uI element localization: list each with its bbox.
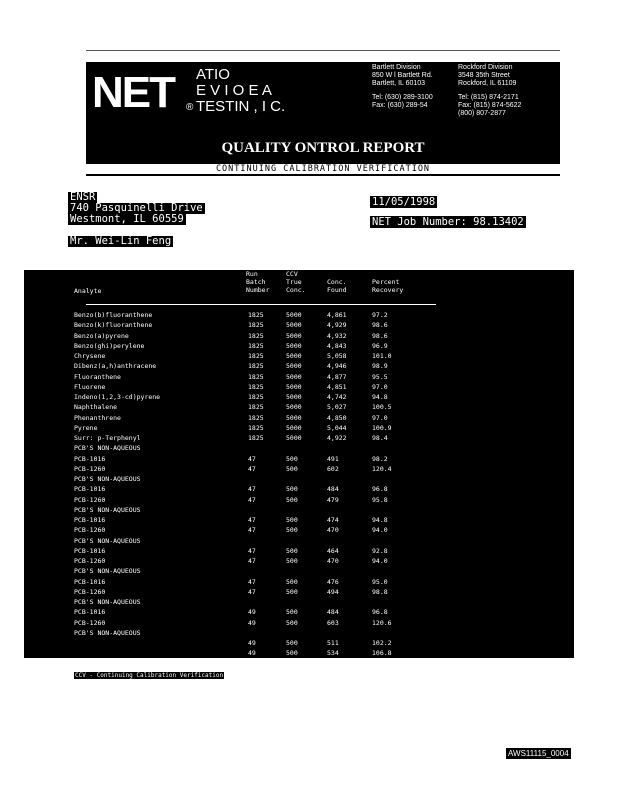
analyte-cell: Surr: p-Terphenyl [74,434,141,442]
percent-recovery-cell: 120.4 [372,464,392,473]
rockford-line: Tel: (815) 874-2171 [458,94,519,101]
conc-found-cell: 470 [327,526,339,535]
conc-found-cell: 4,929 [327,321,347,330]
header-ccv: CCV [286,270,298,278]
job-number-label: NET Job Number: [372,216,467,228]
table-row [24,628,574,638]
analyte-cell: PCB'S NON-AQUEOUS [74,567,141,576]
header-banner [86,62,560,176]
header-analyte: Analyte [74,287,102,295]
run-batch-cell: 47 [248,557,256,565]
rockford-line: (800) 807-2877 [458,110,506,117]
table-row [24,638,574,648]
true-conc-cell: 500 [286,577,298,586]
percent-recovery-cell: 97.0 [372,413,388,422]
table-row [24,413,574,423]
true-conc-cell: 500 [286,516,298,524]
conc-found-cell: 5,058 [327,352,347,360]
table-row [24,597,574,607]
bartlett-line: Bartlett Division [372,64,421,71]
table-row [24,341,574,351]
table-row [24,474,574,484]
table-row [24,382,574,392]
percent-recovery-cell: 94.0 [372,526,388,535]
analyte-cell: Dibenz(a,h)anthracene [74,362,157,371]
bartlett-line: 850 W l Bartlett Rd. [372,72,433,79]
true-conc-cell: 500 [286,639,298,647]
run-batch-cell: 47 [248,546,256,555]
percent-recovery-cell: 96.8 [372,608,388,617]
table-row [24,484,574,494]
table-row [24,443,574,453]
true-conc-cell: 500 [286,587,298,596]
bartlett-line: Tel: (630) 289-3100 [372,94,433,101]
conc-found-cell: 4,850 [327,413,347,422]
run-batch-cell: 49 [248,618,256,627]
table-row [24,618,574,628]
true-conc-cell: 5000 [286,321,302,330]
conc-found-cell: 602 [327,464,339,473]
true-conc-cell: 500 [286,495,298,504]
true-conc-cell: 5000 [286,423,302,432]
true-conc-cell: 5000 [286,311,302,319]
analyte-cell: Chrysene [74,352,106,360]
table-row [24,464,574,474]
rockford-division-address [458,64,521,118]
bartlett-line: Fax: (630) 289-54 [372,102,428,109]
client-address-2: Westmont, IL 60559 [70,213,184,225]
run-batch-cell: 1825 [248,423,264,432]
conc-found-cell: 603 [327,618,339,627]
analyte-cell: PCB-1016 [74,454,106,463]
analyte-cell: Benzo(ghi)perylene [74,341,145,350]
header-recovery: Recovery [372,286,404,294]
analyte-cell: Benzo(a)pyrene [74,331,129,340]
header-found: Found [327,286,347,294]
analyte-cell: PCB-1260 [74,526,106,535]
rockford-line: 3548 35th Street [458,72,510,79]
true-conc-cell: 5000 [286,434,302,442]
run-batch-cell: 1825 [248,403,264,412]
conc-found-cell: 511 [327,639,339,647]
table-row [24,372,574,382]
percent-recovery-cell: 102.2 [372,639,392,647]
percent-recovery-cell: 101.0 [372,352,392,360]
run-batch-cell: 1825 [248,372,264,381]
conc-found-cell: 479 [327,495,339,504]
run-batch-cell: 1825 [248,382,264,391]
run-batch-cell: 1825 [248,331,264,340]
analyte-cell: PCB-1260 [74,557,106,565]
rockford-line: Rockford, IL 61109 [458,80,517,87]
run-batch-cell: 47 [248,495,256,504]
analyte-cell: PCB-1260 [74,495,106,504]
analyte-cell: Naphthalene [74,403,118,412]
conc-found-cell: 4,946 [327,362,347,371]
report-title: QUALITY ONTROL REPORT [221,140,425,156]
table-row [24,361,574,371]
table-row [24,587,574,597]
header-run-batch [246,270,269,294]
true-conc-cell: 5000 [286,341,302,350]
run-batch-cell: 1825 [248,434,264,442]
table-row [24,423,574,433]
conc-found-cell: 4,932 [327,331,347,340]
conc-found-cell: 491 [327,454,339,463]
header-number: Number [246,286,270,294]
analyte-cell: PCB'S NON-AQUEOUS [74,475,141,483]
true-conc-cell: 5000 [286,382,302,391]
true-conc-cell: 500 [286,608,298,617]
analyte-cell: Pyrene [74,423,98,432]
header-run: Run [246,270,258,278]
true-conc-cell: 500 [286,557,298,565]
percent-recovery-cell: 97.0 [372,382,388,391]
table-row [24,310,574,320]
run-batch-cell: 47 [248,526,256,535]
analyte-cell: PCB-1016 [74,577,106,586]
table-row [24,331,574,341]
analyte-cell: PCB-1016 [74,608,106,617]
true-conc-cell: 500 [286,454,298,463]
conc-found-cell: 5,027 [327,403,347,412]
true-conc-cell: 500 [286,485,298,494]
client-name: ENSR [70,191,96,203]
percent-recovery-cell: 100.5 [372,403,392,412]
header-true: True [286,278,302,286]
percent-recovery-cell: 96.9 [372,341,388,350]
top-rule [86,50,560,51]
header-batch: Batch [246,278,266,286]
analyte-cell: Indeno(1,2,3-cd)pyrene [74,393,161,401]
percent-recovery-cell: 98.8 [372,587,388,596]
bartlett-division-address [372,64,433,110]
percent-recovery-cell: 98.9 [372,362,388,371]
analyte-cell: PCB-1016 [74,485,106,494]
table-row [24,577,574,587]
analyte-cell: Benzo(k)fluoranthene [74,321,153,330]
true-conc-cell: 5000 [286,403,302,412]
percent-recovery-cell: 95.8 [372,495,388,504]
table-row [24,433,574,443]
conc-found-cell: 484 [327,608,339,617]
true-conc-cell: 500 [286,464,298,473]
run-batch-cell: 47 [248,577,256,586]
percent-recovery-cell: 100.9 [372,423,392,432]
analyte-cell: PCB-1260 [74,618,106,627]
analyte-cell: PCB'S NON-AQUEOUS [74,536,141,545]
conc-found-cell: 494 [327,587,339,596]
conc-found-cell: 4,851 [327,382,347,391]
run-batch-cell: 1825 [248,352,264,360]
table-row [24,648,574,658]
table-row [24,351,574,361]
document-id: AWS11115_0004 [508,749,569,758]
run-batch-cell: 1825 [248,362,264,371]
table-row [24,536,574,546]
table-row [24,546,574,556]
header-percent-recovery [372,278,403,294]
percent-recovery-cell: 98.2 [372,454,388,463]
conc-found-cell: 476 [327,577,339,586]
job-number: 98.13402 [473,216,524,228]
client-attention: Mr. Wei-Lin Feng [70,235,172,247]
true-conc-cell: 500 [286,649,298,658]
true-conc-cell: 5000 [286,352,302,360]
percent-recovery-cell: 98.4 [372,434,388,442]
table-row [24,505,574,515]
bartlett-line: Bartlett, IL 60103 [372,80,426,87]
run-batch-cell: 49 [248,649,256,658]
conc-found-cell: 464 [327,546,339,555]
true-conc-cell: 500 [286,618,298,627]
true-conc-cell: 5000 [286,331,302,340]
table-row [24,320,574,330]
run-batch-cell: 47 [248,516,256,524]
percent-recovery-cell: 92.8 [372,546,388,555]
analyte-cell: PCB-1016 [74,516,106,524]
table-row [24,392,574,402]
percent-recovery-cell: 94.0 [372,557,388,565]
true-conc-cell: 5000 [286,372,302,381]
header-conc2: Conc. [327,278,347,286]
table-row [24,515,574,525]
analyte-cell: PCB'S NON-AQUEOUS [74,598,141,606]
rockford-line: Fax: (815) 874-5622 [458,102,522,109]
run-batch-cell: 1825 [248,413,264,422]
footnote: CCV - Continuing Calibration Verification [75,672,224,679]
percent-recovery-cell: 98.6 [372,331,388,340]
table-row [24,495,574,505]
header-conc-found [327,278,347,294]
conc-found-cell: 484 [327,485,339,494]
header-conc: Conc. [286,286,306,294]
run-batch-cell: 47 [248,485,256,494]
header-rule [86,304,436,305]
percent-recovery-cell: 94.8 [372,393,388,401]
percent-recovery-cell: 95.5 [372,372,388,381]
run-batch-cell: 1825 [248,311,264,319]
analyte-cell: Fluorene [74,382,106,391]
net-logo: NET [92,68,174,117]
header-percent: Percent [372,278,400,286]
registered-mark: ® [186,102,194,113]
run-batch-cell: 1825 [248,341,264,350]
analyte-cell: PCB-1016 [74,546,106,555]
client-address-1: 740 Pasquinelli Drive [70,202,203,214]
rockford-line: Rockford Division [458,64,513,71]
true-conc-cell: 500 [286,526,298,535]
conc-found-cell: 474 [327,516,339,524]
table-row [24,566,574,576]
conc-found-cell: 470 [327,557,339,565]
percent-recovery-cell: 96.8 [372,485,388,494]
results-table [24,270,574,658]
analyte-cell: PCB-1260 [74,587,106,596]
table-row [24,556,574,566]
run-batch-cell: 49 [248,608,256,617]
logo-line-3: TESTIN , I C. [196,98,286,115]
table-row [24,402,574,412]
run-batch-cell: 47 [248,454,256,463]
percent-recovery-cell: 98.6 [372,321,388,330]
conc-found-cell: 4,843 [327,341,347,350]
percent-recovery-cell: 97.2 [372,311,388,319]
analyte-cell: Phenanthrene [74,413,121,422]
true-conc-cell: 5000 [286,362,302,371]
table-row [24,525,574,535]
job-number-line [370,216,526,228]
analyte-cell: Benzo(b)fluoranthene [74,311,153,319]
true-conc-cell: 5000 [286,413,302,422]
analyte-cell: PCB'S NON-AQUEOUS [74,444,141,453]
table-row [24,607,574,617]
table-row [24,454,574,464]
analyte-cell: Fluoranthene [74,372,121,381]
conc-found-cell: 5,044 [327,423,347,432]
analyte-cell: PCB'S NON-AQUEOUS [74,628,141,637]
run-batch-cell: 47 [248,464,256,473]
percent-recovery-cell: 106.8 [372,649,392,658]
run-batch-cell: 1825 [248,321,264,330]
conc-found-cell: 4,861 [327,311,347,319]
header-ccv-true [286,270,306,294]
true-conc-cell: 5000 [286,393,302,401]
conc-found-cell: 4,922 [327,434,347,442]
analyte-cell: PCB-1260 [74,464,106,473]
analyte-cell: PCB'S NON-AQUEOUS [74,505,141,514]
run-batch-cell: 47 [248,587,256,596]
percent-recovery-cell: 94.8 [372,516,388,524]
logo-line-1: ATIO [196,66,230,83]
report-subtitle: CONTINUING CALIBRATION VERIFICATION [86,164,560,174]
report-date: 11/05/1998 [372,196,436,208]
conc-found-cell: 4,877 [327,372,347,381]
conc-found-cell: 534 [327,649,339,658]
run-batch-cell: 49 [248,639,256,647]
true-conc-cell: 500 [286,546,298,555]
percent-recovery-cell: 95.0 [372,577,388,586]
run-batch-cell: 1825 [248,393,264,401]
conc-found-cell: 4,742 [327,393,347,401]
percent-recovery-cell: 120.6 [372,618,392,627]
logo-line-2: E V I O E A [196,82,272,99]
